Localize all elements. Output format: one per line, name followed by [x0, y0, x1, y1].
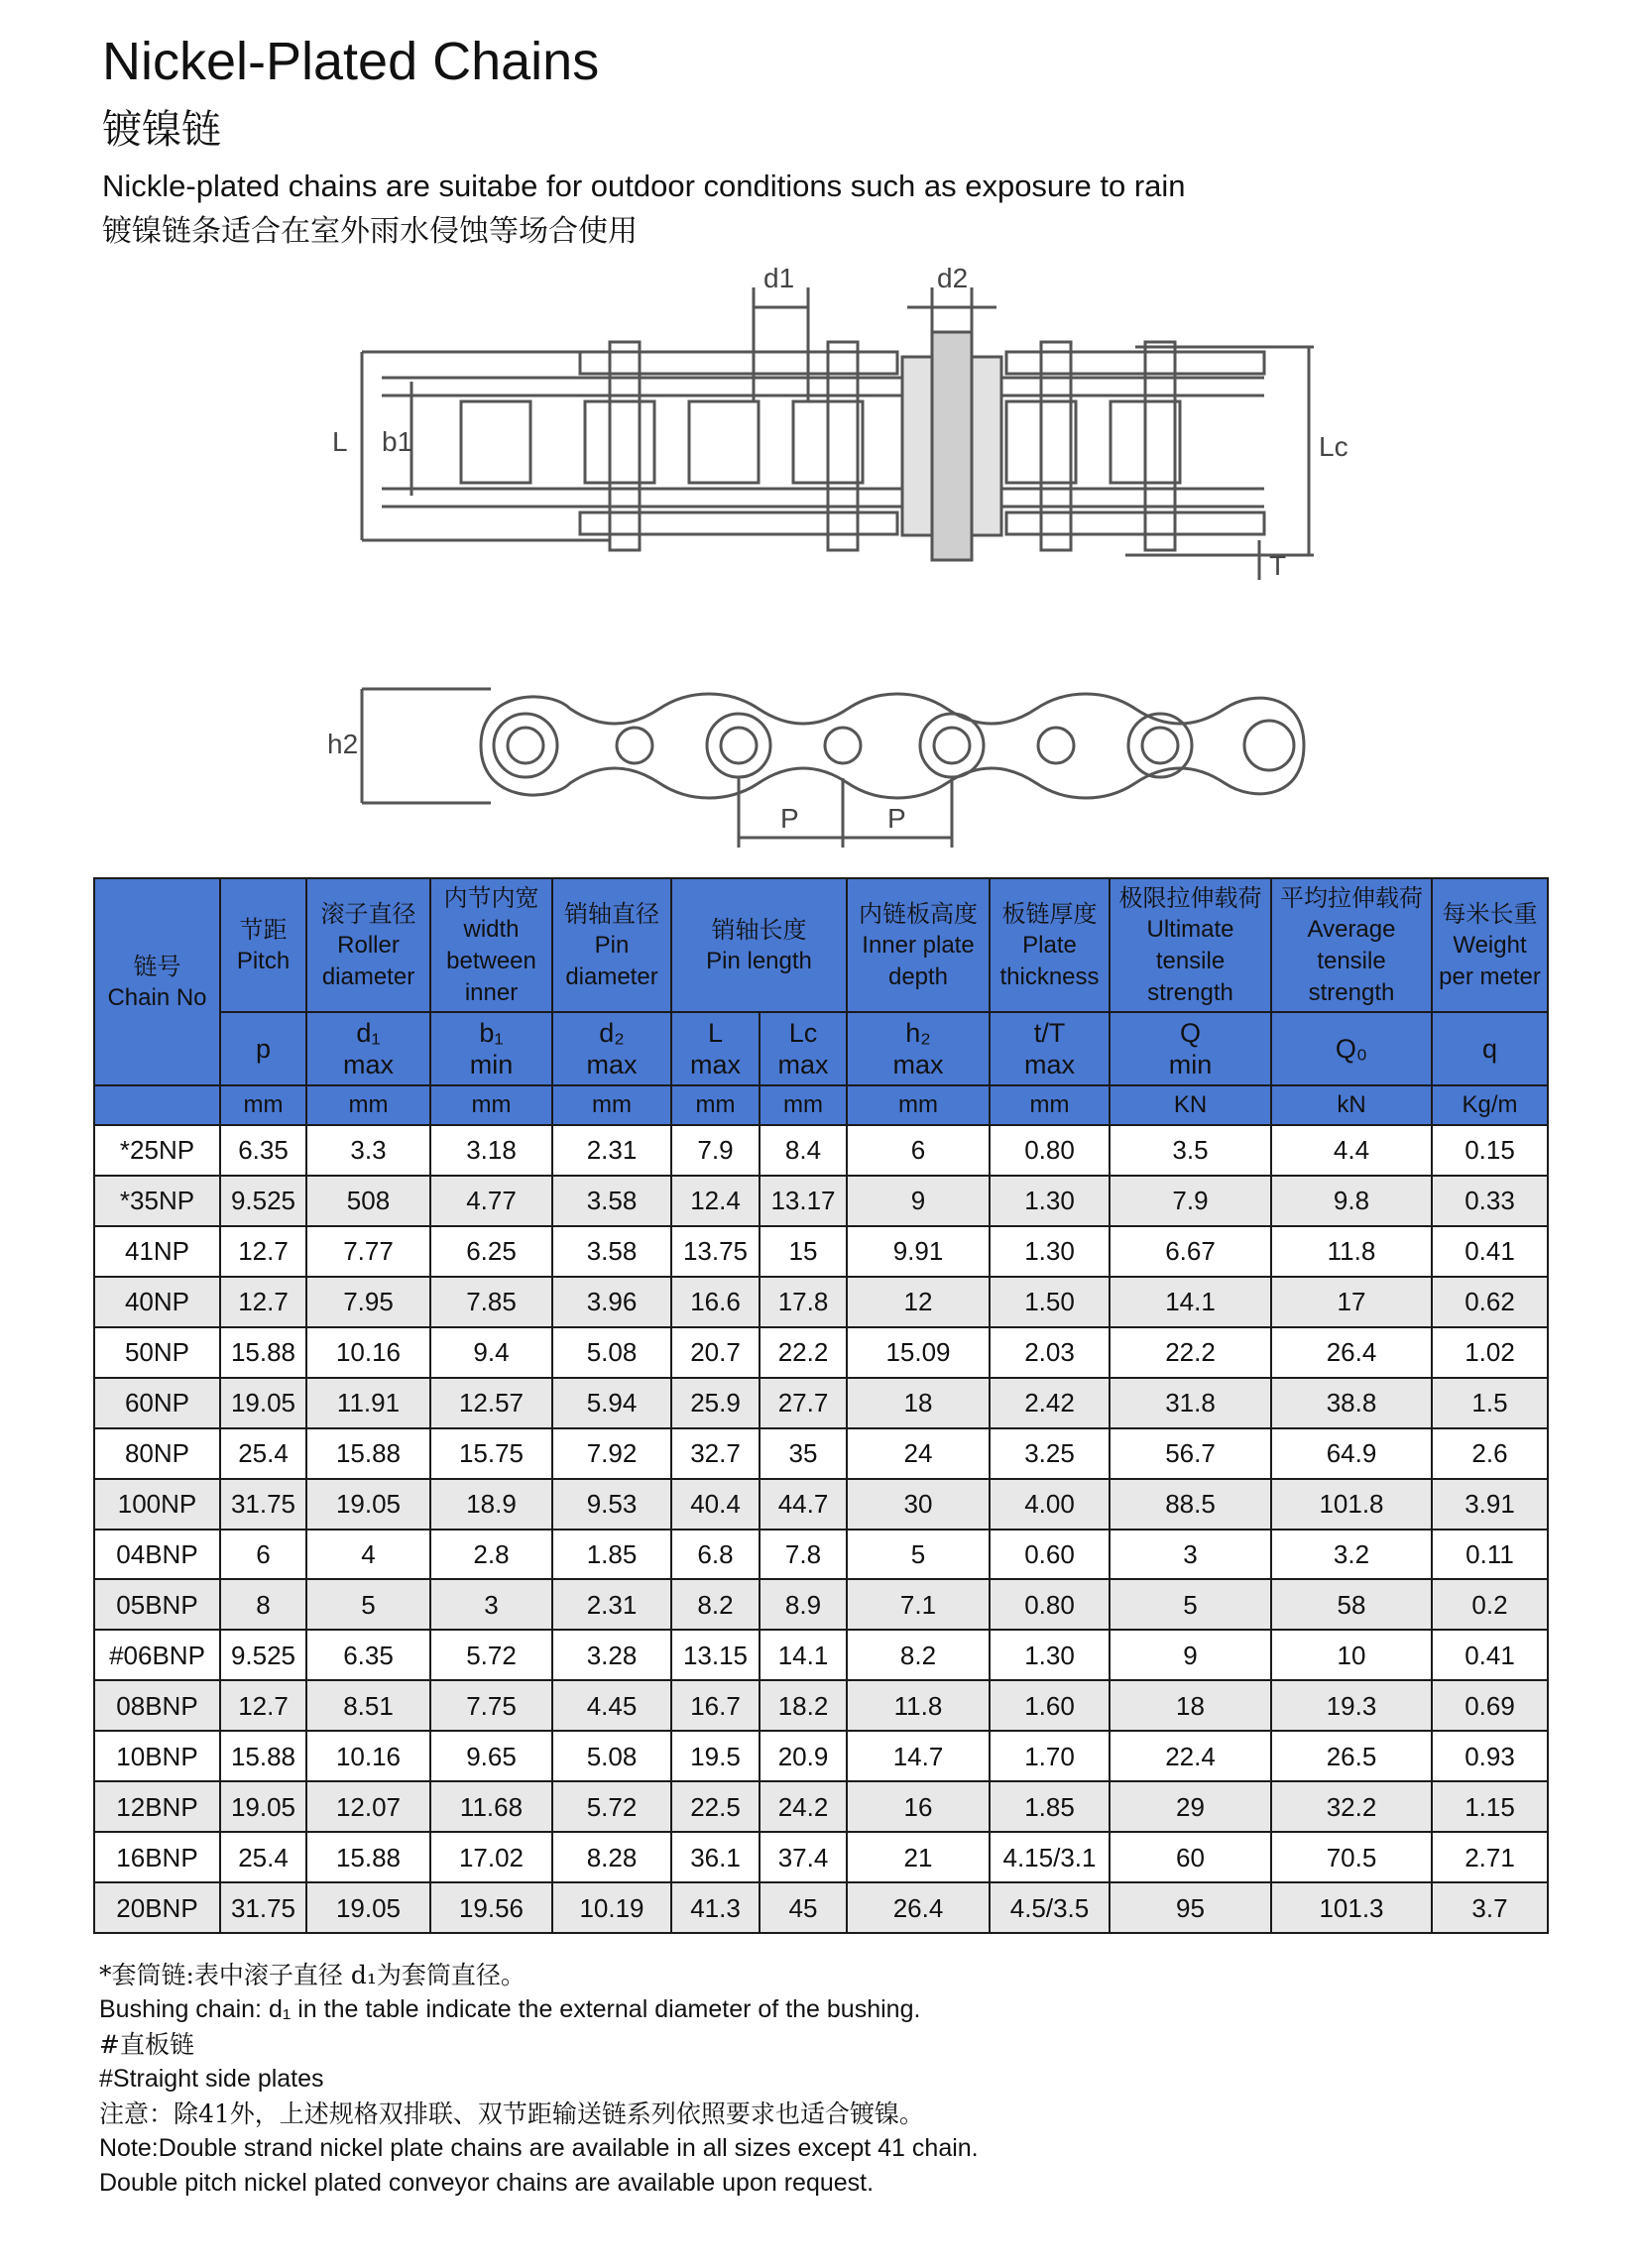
- table-cell: 6.8: [671, 1530, 760, 1580]
- specification-table: [93, 877, 1549, 1934]
- table-cell: 31.8: [1110, 1378, 1271, 1428]
- table-cell: 38.8: [1271, 1378, 1432, 1428]
- table-row: [94, 1630, 1548, 1680]
- table-row: [94, 1882, 1548, 1933]
- table-row: [94, 1579, 1548, 1630]
- table-cell: 1.15: [1432, 1781, 1548, 1832]
- table-body: [94, 1125, 1548, 1933]
- table-cell: 4.15/3.1: [990, 1832, 1110, 1882]
- label-b1: b1: [382, 426, 413, 457]
- table-cell: 0.41: [1432, 1226, 1548, 1277]
- table-cell: 9.525: [220, 1630, 306, 1680]
- table-row: [94, 1176, 1548, 1226]
- table-cell: 9.525: [220, 1176, 306, 1226]
- table-cell: 0.62: [1432, 1277, 1548, 1327]
- note-double-strand-en: Note:Double strand nickel plate chains are available in all sizes except 41 chain.: [99, 2134, 979, 2162]
- table-cell: 14.1: [760, 1630, 847, 1680]
- table-cell: 19.05: [306, 1479, 430, 1530]
- table-cell: 10.16: [306, 1327, 430, 1378]
- symbol-Lc: Lc max: [760, 1012, 847, 1085]
- header-row-symbols: [94, 1012, 1548, 1085]
- table-cell: 0.60: [990, 1530, 1110, 1580]
- label-L: L: [332, 426, 348, 457]
- chain-no-cell: 08BNP: [94, 1680, 220, 1731]
- table-cell: 16: [847, 1781, 990, 1832]
- table-cell: 11.8: [847, 1680, 990, 1731]
- note-double-pitch-en: Double pitch nickel plated conveyor chains are available upon request.: [99, 2169, 875, 2197]
- table-cell: 3.3: [306, 1125, 430, 1176]
- table-cell: 19.3: [1271, 1680, 1432, 1731]
- table-cell: 3.58: [552, 1226, 671, 1277]
- table-cell: 7.9: [671, 1125, 760, 1176]
- table-cell: 9: [847, 1176, 990, 1226]
- table-cell: 36.1: [671, 1832, 760, 1882]
- table-cell: 25.4: [220, 1428, 306, 1479]
- table-cell: 56.7: [1110, 1428, 1271, 1479]
- header-width: 内节内宽 width between inner: [430, 878, 552, 1012]
- table-row: [94, 1731, 1548, 1781]
- table-cell: 9.65: [430, 1731, 552, 1781]
- header-pin-diameter: 销轴直径 Pin diameter: [552, 878, 671, 1012]
- table-cell: 12: [847, 1277, 990, 1327]
- table-cell: 2.71: [1432, 1832, 1548, 1882]
- table-cell: 8: [220, 1579, 306, 1630]
- table-row: [94, 1378, 1548, 1428]
- table-row: [94, 1125, 1548, 1176]
- table-cell: 95: [1110, 1882, 1271, 1933]
- table-cell: 19.05: [220, 1378, 306, 1428]
- table-cell: 8.2: [671, 1579, 760, 1630]
- table-cell: 6: [220, 1530, 306, 1580]
- table-cell: 1.85: [990, 1781, 1110, 1832]
- table-cell: 4.4: [1271, 1125, 1432, 1176]
- symbol-b1: b₁ min: [430, 1012, 552, 1085]
- table-cell: 1.70: [990, 1731, 1110, 1781]
- table-cell: 6.35: [220, 1125, 306, 1176]
- table-cell: 7.1: [847, 1579, 990, 1630]
- table-cell: 2.8: [430, 1530, 552, 1580]
- table-cell: 12.4: [671, 1176, 760, 1226]
- table-cell: 88.5: [1110, 1479, 1271, 1530]
- table-cell: 3.7: [1432, 1882, 1548, 1933]
- table-cell: 5: [847, 1530, 990, 1580]
- header-plate-thickness: 板链厚度 Plate thickness: [990, 878, 1110, 1012]
- table-cell: 3: [1110, 1530, 1271, 1580]
- header-pin-length: 销轴长度 Pin length: [671, 878, 847, 1012]
- table-cell: 4.45: [552, 1680, 671, 1731]
- table-cell: 16.6: [671, 1277, 760, 1327]
- chain-no-cell: 12BNP: [94, 1781, 220, 1832]
- table-cell: 11.8: [1271, 1226, 1432, 1277]
- table-cell: 14.7: [847, 1731, 990, 1781]
- table-cell: 16.7: [671, 1680, 760, 1731]
- table-cell: 7.85: [430, 1277, 552, 1327]
- table-cell: 15: [760, 1226, 847, 1277]
- table-cell: 2.03: [990, 1327, 1110, 1378]
- table-cell: 3.18: [430, 1125, 552, 1176]
- table-cell: 10.16: [306, 1731, 430, 1781]
- table-cell: 17.02: [430, 1832, 552, 1882]
- chain-no-cell: 10BNP: [94, 1731, 220, 1781]
- table-cell: 5.72: [430, 1630, 552, 1680]
- table-cell: 8.9: [760, 1579, 847, 1630]
- table-cell: 15.75: [430, 1428, 552, 1479]
- table-cell: 21: [847, 1832, 990, 1882]
- chain-drawing: [213, 253, 1502, 848]
- unit-spacer: [94, 1085, 220, 1125]
- table-cell: 0.41: [1432, 1630, 1548, 1680]
- chain-no-cell: 41NP: [94, 1226, 220, 1277]
- table-cell: 1.85: [552, 1530, 671, 1580]
- table-cell: 10.19: [552, 1882, 671, 1933]
- table-cell: 37.4: [760, 1832, 847, 1882]
- header-average-strength: 平均拉伸载荷 Average tensile strength: [1271, 878, 1432, 1012]
- label-Lc: Lc: [1319, 431, 1348, 462]
- page-title: Nickel-Plated Chains: [102, 32, 600, 91]
- table-cell: 1.30: [990, 1176, 1110, 1226]
- unit-cell: kN: [1271, 1085, 1432, 1125]
- table-cell: 0.33: [1432, 1176, 1548, 1226]
- table-cell: 4.77: [430, 1176, 552, 1226]
- header-row-names: [94, 878, 1548, 1012]
- unit-cell: KN: [1110, 1085, 1271, 1125]
- table-cell: 19.05: [306, 1882, 430, 1933]
- table-cell: 3.25: [990, 1428, 1110, 1479]
- table-cell: 12.57: [430, 1378, 552, 1428]
- table-cell: 5: [306, 1579, 430, 1630]
- table-cell: 58: [1271, 1579, 1432, 1630]
- table-cell: 3.91: [1432, 1479, 1548, 1530]
- chain-diagram: [213, 253, 1502, 848]
- chain-no-cell: 04BNP: [94, 1530, 220, 1580]
- table-cell: 18.9: [430, 1479, 552, 1530]
- chain-no-cell: 50NP: [94, 1327, 220, 1378]
- side-plate-outline: [481, 694, 1304, 798]
- table-cell: 2.31: [552, 1579, 671, 1630]
- notes-block: [99, 1958, 1537, 2201]
- table-cell: 12.07: [306, 1781, 430, 1832]
- table-cell: 1.50: [990, 1277, 1110, 1327]
- table-cell: 11.91: [306, 1378, 430, 1428]
- symbol-L: L max: [671, 1012, 760, 1085]
- table-cell: 60: [1110, 1832, 1271, 1882]
- table-cell: 31.75: [220, 1479, 306, 1530]
- table-cell: 6.67: [1110, 1226, 1271, 1277]
- table-cell: 0.93: [1432, 1731, 1548, 1781]
- table-cell: 5: [1110, 1579, 1271, 1630]
- table-cell: 7.95: [306, 1277, 430, 1327]
- unit-cell: mm: [990, 1085, 1110, 1125]
- table-cell: 1.5: [1432, 1378, 1548, 1428]
- table-cell: 12.7: [220, 1277, 306, 1327]
- table-cell: 19.5: [671, 1731, 760, 1781]
- table-cell: 32.2: [1271, 1781, 1432, 1832]
- symbol-p: p: [220, 1012, 306, 1085]
- table-cell: 25.9: [671, 1378, 760, 1428]
- chain-no-cell: 100NP: [94, 1479, 220, 1530]
- unit-cell: mm: [220, 1085, 306, 1125]
- subtitle-chinese: 镀镍链: [102, 107, 221, 153]
- chain-no-cell: #06BNP: [94, 1630, 220, 1680]
- table-cell: 17: [1271, 1277, 1432, 1327]
- table-cell: 25.4: [220, 1832, 306, 1882]
- table-cell: 0.69: [1432, 1680, 1548, 1731]
- table-cell: 11.68: [430, 1781, 552, 1832]
- table-cell: 9.4: [430, 1327, 552, 1378]
- header-plate-depth: 内链板高度 Inner plate depth: [847, 878, 990, 1012]
- table-cell: 3: [430, 1579, 552, 1630]
- table-cell: 26.5: [1271, 1731, 1432, 1781]
- label-p1: P: [780, 803, 799, 834]
- table-cell: 3.96: [552, 1277, 671, 1327]
- chain-no-cell: 16BNP: [94, 1832, 220, 1882]
- symbol-Q: Q min: [1110, 1012, 1271, 1085]
- table-cell: 5.08: [552, 1731, 671, 1781]
- table-cell: 29: [1110, 1781, 1271, 1832]
- table-cell: 0.80: [990, 1579, 1110, 1630]
- table-cell: 18.2: [760, 1680, 847, 1731]
- label-p2: P: [887, 803, 906, 834]
- table-cell: 3.28: [552, 1630, 671, 1680]
- table-cell: 9.53: [552, 1479, 671, 1530]
- table-row: [94, 1479, 1548, 1530]
- table-cell: 3.5: [1110, 1125, 1271, 1176]
- table-cell: 14.1: [1110, 1277, 1271, 1327]
- table-cell: 22.4: [1110, 1731, 1271, 1781]
- chain-no-cell: 40NP: [94, 1277, 220, 1327]
- table-cell: 101.3: [1271, 1882, 1432, 1933]
- table-cell: 508: [306, 1176, 430, 1226]
- table-cell: 5.94: [552, 1378, 671, 1428]
- symbol-d1: d₁ max: [306, 1012, 430, 1085]
- table-cell: 19.05: [220, 1781, 306, 1832]
- table-cell: 22.5: [671, 1781, 760, 1832]
- table-cell: 8.28: [552, 1832, 671, 1882]
- table-cell: 6.25: [430, 1226, 552, 1277]
- table-row: [94, 1277, 1548, 1327]
- table-cell: 22.2: [1110, 1327, 1271, 1378]
- table-cell: 15.88: [220, 1731, 306, 1781]
- table-cell: 9.8: [1271, 1176, 1432, 1226]
- table-cell: 7.75: [430, 1680, 552, 1731]
- table-cell: 2.6: [1432, 1428, 1548, 1479]
- table-cell: 31.75: [220, 1882, 306, 1933]
- table-cell: 9: [1110, 1630, 1271, 1680]
- header-weight: 每米长重 Weight per meter: [1432, 878, 1548, 1012]
- table-cell: 44.7: [760, 1479, 847, 1530]
- table-cell: 35: [760, 1428, 847, 1479]
- note-straight-en: #Straight side plates: [99, 2065, 324, 2093]
- table-row: [94, 1428, 1548, 1479]
- table-cell: 30: [847, 1479, 990, 1530]
- table-cell: 7.8: [760, 1530, 847, 1580]
- note-bushing-en: Bushing chain: d₁ in the table indicate the external diameter of the bushing.: [99, 1995, 921, 2023]
- table-cell: 13.17: [760, 1176, 847, 1226]
- unit-cell: mm: [430, 1085, 552, 1125]
- header-chain-no: 链号 Chain No: [94, 878, 220, 1085]
- table-cell: 70.5: [1271, 1832, 1432, 1882]
- table-cell: 22.2: [760, 1327, 847, 1378]
- table-cell: 32.7: [671, 1428, 760, 1479]
- table-cell: 4.00: [990, 1479, 1110, 1530]
- table-cell: 0.11: [1432, 1530, 1548, 1580]
- chain-no-cell: *35NP: [94, 1176, 220, 1226]
- unit-cell: mm: [671, 1085, 760, 1125]
- table-cell: 15.88: [306, 1832, 430, 1882]
- header-roller: 滚子直径 Roller diameter: [306, 878, 430, 1012]
- header-row-units: [94, 1085, 1548, 1125]
- table-cell: 8.51: [306, 1680, 430, 1731]
- table-cell: 20.9: [760, 1731, 847, 1781]
- unit-cell: mm: [306, 1085, 430, 1125]
- table-row: [94, 1832, 1548, 1882]
- label-d2: d2: [937, 263, 969, 293]
- description-english: Nickle-plated chains are suitabe for outdoor conditions such as exposure to rain: [102, 169, 1186, 203]
- table-cell: 15.88: [306, 1428, 430, 1479]
- table-cell: 0.80: [990, 1125, 1110, 1176]
- chain-no-cell: 05BNP: [94, 1579, 220, 1630]
- table-cell: 24.2: [760, 1781, 847, 1832]
- table-cell: 5.08: [552, 1327, 671, 1378]
- symbol-q: q: [1432, 1012, 1548, 1085]
- table-cell: 101.8: [1271, 1479, 1432, 1530]
- table-row: [94, 1680, 1548, 1731]
- table-cell: 26.4: [847, 1882, 990, 1933]
- note-bushing-cn: *套筒链:表中滚子直径 d₁为套筒直径。: [99, 1961, 526, 1989]
- table-cell: 12.7: [220, 1680, 306, 1731]
- chain-no-cell: 80NP: [94, 1428, 220, 1479]
- symbol-h2: h₂ max: [847, 1012, 990, 1085]
- unit-cell: mm: [552, 1085, 671, 1125]
- table-cell: 24: [847, 1428, 990, 1479]
- table-cell: 64.9: [1271, 1428, 1432, 1479]
- table-cell: 12.7: [220, 1226, 306, 1277]
- table-cell: 7.9: [1110, 1176, 1271, 1226]
- table-cell: 5.72: [552, 1781, 671, 1832]
- table-cell: 1.02: [1432, 1327, 1548, 1378]
- unit-cell: Kg/m: [1432, 1085, 1548, 1125]
- header-ultimate-strength: 极限拉伸载荷 Ultimate tensile strength: [1110, 878, 1271, 1012]
- table-cell: 10: [1271, 1630, 1432, 1680]
- table-row: [94, 1226, 1548, 1277]
- unit-cell: mm: [847, 1085, 990, 1125]
- table-cell: 26.4: [1271, 1327, 1432, 1378]
- table-cell: 41.3: [671, 1882, 760, 1933]
- table-cell: 18: [1110, 1680, 1271, 1731]
- chain-no-cell: *25NP: [94, 1125, 220, 1176]
- symbol-tT: t/T max: [990, 1012, 1110, 1085]
- table-cell: 1.60: [990, 1680, 1110, 1731]
- table-cell: 13.15: [671, 1630, 760, 1680]
- table-cell: 3.58: [552, 1176, 671, 1226]
- chain-no-cell: 20BNP: [94, 1882, 220, 1933]
- label-h2: h2: [327, 729, 359, 759]
- table-row: [94, 1327, 1548, 1378]
- unit-cell: mm: [760, 1085, 847, 1125]
- table-cell: 8.2: [847, 1630, 990, 1680]
- table-cell: 45: [760, 1882, 847, 1933]
- table-row: [94, 1530, 1548, 1580]
- table-cell: 18: [847, 1378, 990, 1428]
- table-cell: 17.8: [760, 1277, 847, 1327]
- table-cell: 15.88: [220, 1327, 306, 1378]
- table-row: [94, 1781, 1548, 1832]
- table-cell: 6.35: [306, 1630, 430, 1680]
- table-cell: 7.77: [306, 1226, 430, 1277]
- table-cell: 1.30: [990, 1630, 1110, 1680]
- table-cell: 1.30: [990, 1226, 1110, 1277]
- table-cell: 27.7: [760, 1378, 847, 1428]
- table-cell: 8.4: [760, 1125, 847, 1176]
- table-cell: 19.56: [430, 1882, 552, 1933]
- table-cell: 20.7: [671, 1327, 760, 1378]
- table-cell: 13.75: [671, 1226, 760, 1277]
- table-cell: 6: [847, 1125, 990, 1176]
- description-chinese: 镀镍链条适合在室外雨水侵蚀等场合使用: [102, 214, 638, 249]
- table-cell: 40.4: [671, 1479, 760, 1530]
- chain-no-cell: 60NP: [94, 1378, 220, 1428]
- symbol-d2: d₂ max: [552, 1012, 671, 1085]
- table-cell: 0.2: [1432, 1579, 1548, 1630]
- table-cell: 3.2: [1271, 1530, 1432, 1580]
- label-d1: d1: [763, 263, 795, 293]
- table-cell: 4.5/3.5: [990, 1882, 1110, 1933]
- label-T: T: [1269, 550, 1287, 581]
- table-cell: 0.15: [1432, 1125, 1548, 1176]
- header-pitch: 节距 Pitch: [220, 878, 306, 1012]
- note-straight-cn: #直板链: [99, 2030, 194, 2059]
- table-cell: 9.91: [847, 1226, 990, 1277]
- table-cell: 7.92: [552, 1428, 671, 1479]
- table-cell: 4: [306, 1530, 430, 1580]
- symbol-Q0: Q₀: [1271, 1012, 1432, 1085]
- table-cell: 15.09: [847, 1327, 990, 1378]
- note-attention-cn: 注意：除41外，上述规格双排联、双节距输送链系列依照要求也适合镀镍。: [99, 2099, 924, 2128]
- table-cell: 2.42: [990, 1378, 1110, 1428]
- table-cell: 2.31: [552, 1125, 671, 1176]
